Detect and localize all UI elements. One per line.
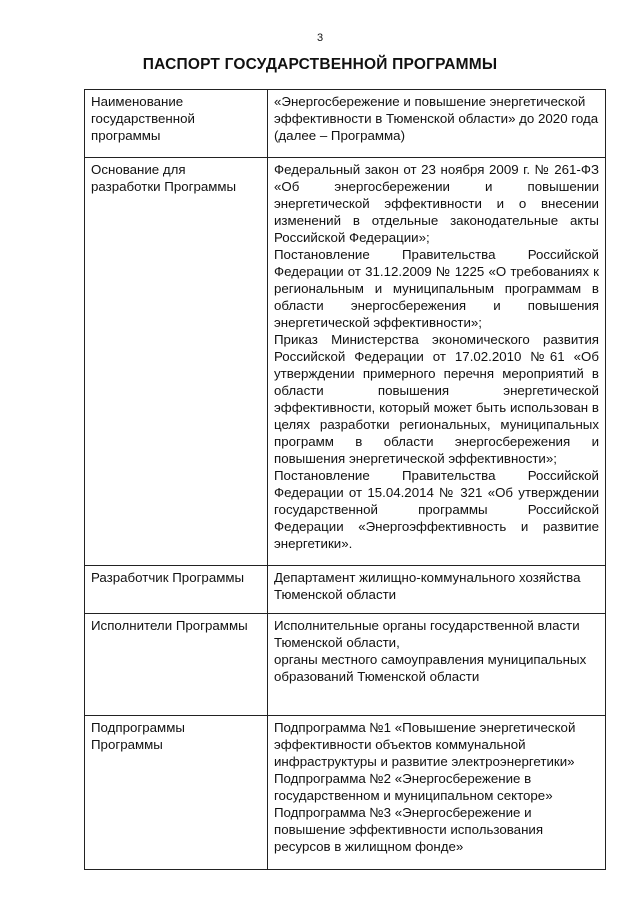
value-paragraph: Постановление Правительства Российской Федерации от 15.04.2014 № 321 «Об утверждении государственной программы Российской Федерации «Энергоэффективность и развитие энергетики». <box>274 468 599 551</box>
value-paragraph: органы местного самоуправления муниципальных образований Тюменской области <box>274 652 587 684</box>
row-subprograms <box>85 716 606 870</box>
value-paragraph: Постановление Правительства Российской Федерации от 31.12.2009 № 1225 «О требованиях к региональным и муниципальным программам в области энергосбережения и повышения энергетической эффективности»; <box>274 247 599 330</box>
row-label: Основание для разработки Программы <box>85 158 268 566</box>
row-developer <box>85 566 606 614</box>
value-paragraph: «Энергосбережение и повышение энергетической эффективности в Тюменской области» до 2020 года (далее – Программа) <box>274 94 599 143</box>
value-paragraph: Федеральный закон от 23 ноября 2009 г. № 261-ФЗ «Об энергосбережении и повышении энергетической эффективности и о внесении изменений в отдельные законодательные акты Российской Федерации»; <box>274 162 599 245</box>
row-value <box>268 566 606 614</box>
value-paragraph: Подпрограмма №3 «Энергосбережение и повышение эффективности использования ресурсов в жилищном фонде» <box>274 805 544 854</box>
row-label: Разработчик Программы <box>85 566 268 614</box>
row-value <box>268 90 606 158</box>
value-paragraph: Подпрограмма №2 «Энергосбережение в государственном и муниципальном секторе» <box>274 771 553 803</box>
row-label: Подпрограммы Программы <box>85 716 268 870</box>
value-paragraph: Приказ Министерства экономического развития Российской Федерации от 17.02.2010 №61 «Об утверждении примерного перечня мероприятий в области повышения энергетической эффективности, который может быть использован в целях разработки региональных, муниципальных программ в области энергосбережения и повышения энергетической эффективности»; <box>274 332 599 466</box>
row-value <box>268 716 606 870</box>
row-value <box>268 614 606 716</box>
page-number: 3 <box>316 32 324 44</box>
value-paragraph: Исполнительные органы государственной власти Тюменской области, <box>274 618 580 650</box>
row-label: Исполнители Программы <box>85 614 268 716</box>
value-paragraph: Подпрограмма №1 «Повышение энергетической эффективности объектов коммунальной инфраструктуры и развитие электроэнергетики» <box>274 720 576 769</box>
value-paragraph: Департамент жилищно-коммунального хозяйства Тюменской области <box>274 570 581 602</box>
row-executors <box>85 614 606 716</box>
row-value <box>268 158 606 566</box>
document-title: ПАСПОРТ ГОСУДАРСТВЕННОЙ ПРОГРАММЫ <box>142 56 498 73</box>
row-program-name <box>85 90 606 158</box>
row-label: Наименование государственной программы <box>85 90 268 158</box>
row-basis <box>85 158 606 566</box>
passport-table <box>84 89 606 870</box>
